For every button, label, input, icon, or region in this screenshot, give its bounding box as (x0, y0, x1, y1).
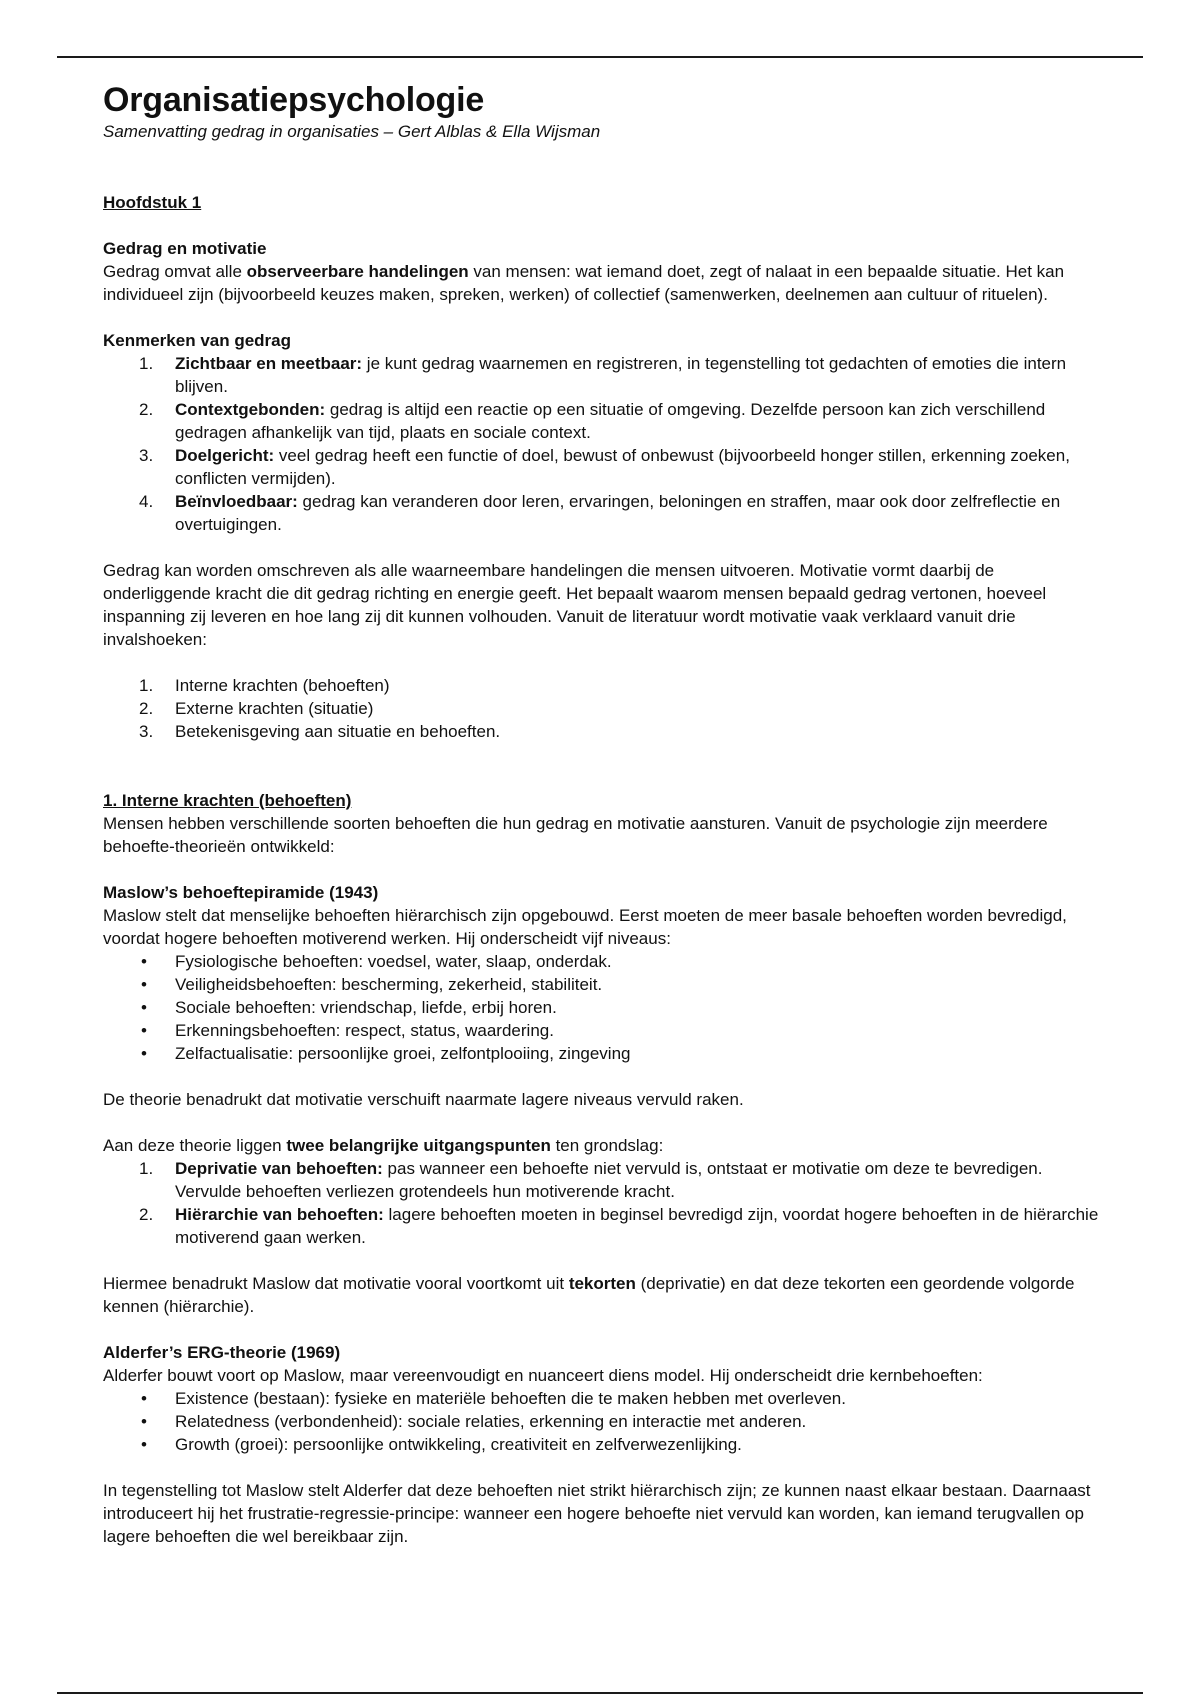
list-item (103, 490, 1103, 536)
bullet-icon: • (141, 1435, 147, 1454)
paragraph-alderfer: Alderfer bouwt voort op Maslow, maar vereenvoudigt en nuanceert diens model. Hij onderscheidt drie kernbehoeften: (103, 1366, 983, 1385)
text-run: Fysiologische behoeften: voedsel, water, slaap, onderdak. (175, 952, 612, 971)
paragraph-maslow-3 (103, 1134, 1103, 1157)
text-run: Aan deze theorie liggen (103, 1136, 287, 1155)
list-item (103, 1157, 1103, 1203)
text-run: gedrag kan veranderen door leren, ervaringen, beloningen en straffen, maar ook door zelfreflectie en overtuigingen. (175, 492, 1061, 534)
paragraph-gedrag (103, 260, 1103, 306)
text-run: Interne krachten (behoeften) (175, 676, 390, 695)
spacer (103, 1249, 1103, 1272)
section-heading-alderfer: Alderfer’s ERG-theorie (1969) (103, 1343, 341, 1362)
text-run: pas wanneer een behoefte niet vervuld is, ontstaat er motivatie om deze te bevredigen. Vervulde behoeften verliezen grotendeels hun motiverende kracht. (175, 1159, 1043, 1201)
bottom-rule (57, 1692, 1143, 1694)
document-body (103, 80, 1103, 1548)
bold-run: observeerbare handelingen (246, 262, 469, 281)
list-item (103, 1387, 1103, 1410)
chapter-heading: Hoofdstuk 1 (103, 193, 202, 212)
list-item (103, 1410, 1103, 1433)
bullet-icon: • (141, 1389, 147, 1408)
list-item (103, 996, 1103, 1019)
bullet-icon: • (141, 975, 147, 994)
paragraph-maslow-2: De theorie benadrukt dat motivatie verschuift naarmate lagere niveaus vervuld raken. (103, 1090, 744, 1109)
paragraph-interne: Mensen hebben verschillende soorten behoeften die hun gedrag en motivatie aansturen. Vanuit de psychologie zijn meerdere behoefte-theorieën ontwikkeld: (103, 814, 1048, 856)
text-run: Zelfactualisatie: persoonlijke groei, zelfontplooiing, zingeving (175, 1044, 631, 1063)
section-heading-kenmerken: Kenmerken van gedrag (103, 331, 292, 350)
invalshoeken-list (103, 674, 1103, 743)
bold-run: tekorten (568, 1274, 636, 1293)
spacer (103, 743, 1103, 789)
text-run: Hiermee benadrukt Maslow dat motivatie vooral voortkomt uit (103, 1274, 569, 1293)
text-run: Veiligheidsbehoeften: bescherming, zekerheid, stabiliteit. (175, 975, 603, 994)
bold-run: twee belangrijke uitgangspunten (286, 1136, 551, 1155)
text-run: gedrag is altijd een reactie op een situatie of omgeving. Dezelfde persoon kan zich verschillend gedragen afhankelijk van tijd, plaats en sociale context. (175, 400, 1046, 442)
spacer (103, 1456, 1103, 1479)
text-run: (deprivatie) en dat deze tekorten een geordende volgorde kennen (hiërarchie). (103, 1274, 1075, 1316)
list-item (103, 1042, 1103, 1065)
bold-run: Zichtbaar en meetbaar: (175, 354, 363, 373)
list-number: 1. (139, 676, 154, 695)
text-run: ten grondslag: (550, 1136, 664, 1155)
bullet-icon: • (141, 998, 147, 1017)
list-item (103, 674, 1103, 697)
text-run: van mensen: wat iemand doet, zegt of nalaat in een bepaalde situatie. Het kan individueel zijn (bijvoorbeeld keuzes maken, spreken, werken) of collectief (samenwerken, deelnemen aan cultuur of rituelen). (103, 262, 1065, 304)
section-heading-maslow: Maslow’s behoeftepiramide (1943) (103, 883, 379, 902)
list-number: 2. (139, 400, 154, 419)
text-run: Growth (groei): persoonlijke ontwikkeling, creativiteit en zelfverwezenlijking. (175, 1435, 742, 1454)
spacer (103, 651, 1103, 674)
list-item (103, 1019, 1103, 1042)
page-title: Organisatiepsychologie (103, 81, 485, 119)
list-number: 3. (139, 722, 154, 741)
list-number: 1. (139, 354, 154, 373)
list-item (103, 973, 1103, 996)
text-run: je kunt gedrag waarnemen en registreren, in tegenstelling tot gedachten of emoties die intern blijven. (175, 354, 1067, 396)
text-run: Externe krachten (situatie) (175, 699, 374, 718)
spacer (103, 536, 1103, 559)
section-heading-gedrag: Gedrag en motivatie (103, 239, 267, 258)
text-run: Betekenisgeving aan situatie en behoeften. (175, 722, 501, 741)
text-run: Relatedness (verbondenheid): sociale relaties, erkenning en interactie met anderen. (175, 1412, 807, 1431)
list-number: 3. (139, 446, 154, 465)
paragraph-maslow-4 (103, 1272, 1103, 1318)
list-number: 1. (139, 1159, 154, 1178)
alderfer-bullets (103, 1387, 1103, 1456)
list-item (103, 444, 1103, 490)
bullet-icon: • (141, 1021, 147, 1040)
text-run: Erkenningsbehoeften: respect, status, waardering. (175, 1021, 554, 1040)
list-number: 2. (139, 1205, 154, 1224)
bold-run: Doelgericht: (175, 446, 275, 465)
paragraph-alderfer-2: In tegenstelling tot Maslow stelt Alderfer dat deze behoeften niet strikt hiërarchisch zijn; ze kunnen naast elkaar bestaan. Daarnaast introduceert hij het frustratie-regressie-principe: wanneer een hogere behoefte niet vervuld kan worden, kan iemand terugvallen op lagere behoeften die wel bereikbaar zijn. (103, 1481, 1091, 1546)
top-rule (57, 56, 1143, 58)
list-number: 2. (139, 699, 154, 718)
text-run: veel gedrag heeft een functie of doel, bewust of onbewust (bijvoorbeeld honger stillen, erkenning zoeken, conflicten vermijden). (175, 446, 1070, 488)
list-item (103, 1433, 1103, 1456)
paragraph-maslow: Maslow stelt dat menselijke behoeften hiërarchisch zijn opgebouwd. Eerst moeten de meer basale behoeften worden bevredigd, voordat hogere behoeften motiverend werken. Hij onderscheidt vijf niveaus: (103, 906, 1067, 948)
maslow-bullets (103, 950, 1103, 1065)
list-number: 4. (139, 492, 154, 511)
list-item (103, 1203, 1103, 1249)
bold-run: Beïnvloedbaar: (175, 492, 298, 511)
text-run: Existence (bestaan): fysieke en materiële behoeften die te maken hebben met overleven. (175, 1389, 846, 1408)
bold-run: Hiërarchie van behoeften: (175, 1205, 384, 1224)
bullet-icon: • (141, 1044, 147, 1063)
page-subtitle: Samenvatting gedrag in organisaties – Gert Alblas & Ella Wijsman (103, 122, 601, 141)
list-item (103, 950, 1103, 973)
bold-run: Contextgebonden: (175, 400, 326, 419)
paragraph-motivatie: Gedrag kan worden omschreven als alle waarneembare handelingen die mensen uitvoeren. Motivatie vormt daarbij de onderliggende kracht die dit gedrag richting en energie geeft. Het bepaalt waarom mensen bepaald gedrag vertonen, hoeveel inspanning zij leveren en hoe lang zij dit kunnen volhouden. Vanuit de literatuur wordt motivatie vaak verklaard vanuit drie invalshoeken: (103, 561, 1047, 649)
spacer (103, 1111, 1103, 1134)
bullet-icon: • (141, 952, 147, 971)
list-item (103, 398, 1103, 444)
bold-run: Deprivatie van behoeften: (175, 1159, 383, 1178)
text-run: Sociale behoeften: vriendschap, liefde, erbij horen. (175, 998, 557, 1017)
kenmerken-list (103, 352, 1103, 536)
list-item (103, 697, 1103, 720)
list-item (103, 720, 1103, 743)
text-run: Gedrag omvat alle (103, 262, 247, 281)
list-item (103, 352, 1103, 398)
spacer (103, 1065, 1103, 1088)
section-heading-interne: 1. Interne krachten (behoeften) (103, 791, 352, 810)
uitgangspunten-list (103, 1157, 1103, 1249)
bullet-icon: • (141, 1412, 147, 1431)
text-run: lagere behoeften moeten in beginsel bevredigd zijn, voordat hogere behoeften in de hiërarchie motiverend gaan werken. (175, 1205, 1099, 1247)
